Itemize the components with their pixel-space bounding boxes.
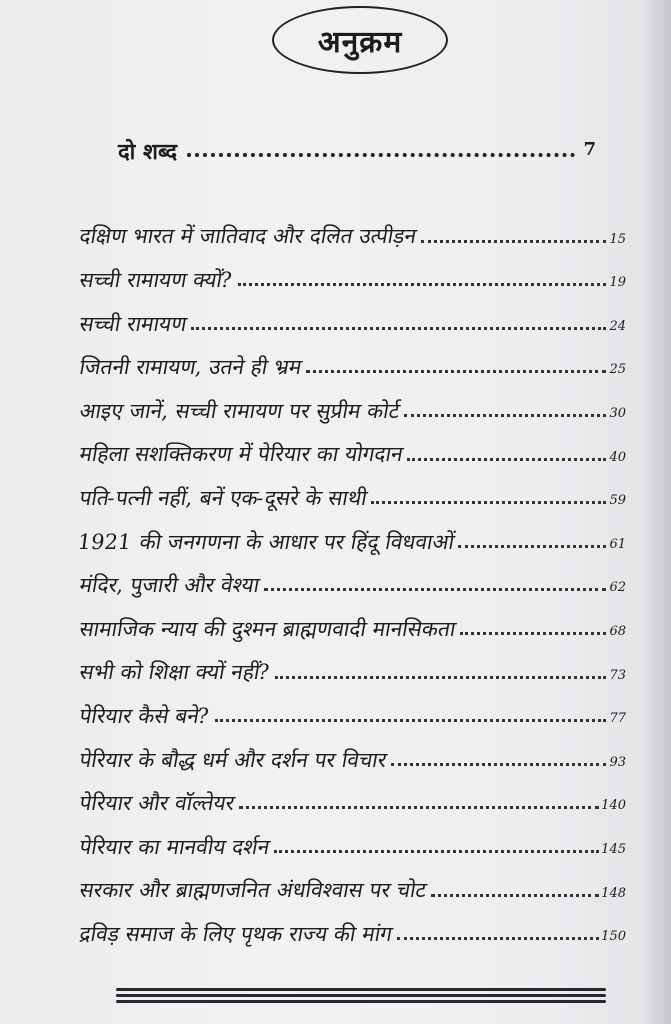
toc-entry-label: पेरियार के बौद्ध धर्म और दर्शन पर विचार: [77, 747, 386, 772]
preface-entry: [118, 130, 596, 166]
preface-label: दो शब्द: [118, 139, 178, 165]
dot-leader: [460, 632, 606, 635]
toc-entry: [78, 337, 626, 381]
toc-list: [78, 206, 626, 947]
dot-leader: [458, 545, 606, 548]
toc-entry-page: 24: [609, 318, 626, 334]
toc-entry-page: 150: [601, 929, 626, 945]
toc-entry-label: महिला सशक्तिकरण में पेरियार का योगदान: [77, 442, 403, 467]
toc-entry-page: 148: [601, 885, 626, 901]
dot-leader: [274, 850, 599, 853]
toc-entry-label: सामाजिक न्याय की दुश्मन ब्राह्मणवादी मानसिकता: [77, 616, 455, 641]
toc-entry: [78, 773, 626, 817]
bottom-double-rule: [116, 988, 606, 1006]
toc-entry: [78, 424, 626, 468]
toc-entry-label: पति-पत्नी नहीं, बनें एक-दूसरे के साथी: [77, 485, 367, 510]
toc-entry: [78, 816, 626, 860]
toc-entry-page: 15: [609, 231, 626, 247]
toc-entry-label: पेरियार का मानवीय दर्शन: [77, 834, 269, 859]
rule-line: [116, 994, 606, 997]
toc-entry-page: 59: [609, 493, 626, 509]
toc-entry: [78, 729, 626, 773]
dot-leader: [239, 806, 599, 809]
page-title: अनुक्रम: [317, 24, 403, 60]
dot-leader: [264, 588, 606, 591]
toc-entry-label: 1921 की जनगणना के आधार पर हिंदू विधवाओं: [77, 529, 454, 554]
toc-entry-page: 68: [609, 623, 626, 639]
toc-entry-page: 25: [609, 362, 626, 378]
rule-line: [116, 1000, 606, 1003]
toc-entry-label: द्रविड़ समाज के लिए पृथक राज्य की मांग: [77, 921, 392, 946]
toc-entry-label: जितनी रामायण, उतने ही भ्रम: [77, 355, 301, 380]
toc-entry: [78, 555, 626, 599]
toc-entry-label: सच्ची रामायण क्यों?: [77, 268, 233, 292]
toc-entry-label: आइए जानें, सच्ची रामायण पर सुप्रीम कोर्ट: [77, 398, 399, 423]
title-oval: [272, 6, 448, 74]
toc-entry-page: 73: [609, 667, 626, 683]
toc-entry: [78, 380, 626, 424]
toc-entry-page: 30: [609, 405, 626, 421]
toc-entry: [78, 686, 626, 730]
dot-leader: [421, 240, 606, 243]
preface-page-number: 7: [583, 139, 596, 160]
toc-entry-page: 19: [609, 275, 626, 291]
rule-line: [116, 988, 606, 991]
toc-entry: [78, 206, 626, 250]
dot-leader: [371, 501, 606, 504]
toc-entry-page: 61: [609, 536, 626, 552]
toc-entry: [78, 904, 626, 948]
toc-entry-page: 145: [601, 841, 626, 857]
toc-entry-label: मंदिर, पुजारी और वेश्या: [77, 573, 259, 598]
toc-entry-page: 40: [609, 449, 626, 465]
page-fold-shadow: [643, 0, 671, 1024]
toc-entry-label: सभी को शिक्षा क्यों नहीं?: [77, 660, 271, 685]
dot-leader: [306, 370, 606, 373]
dot-leader: [187, 153, 575, 157]
dot-leader: [431, 894, 600, 897]
toc-entry: [78, 598, 626, 642]
dot-leader: [191, 327, 606, 330]
toc-entry: [78, 642, 626, 686]
dot-leader: [407, 458, 606, 461]
dot-leader: [238, 283, 606, 286]
toc-entry-label: पेरियार और वॉल्तेयर: [77, 791, 234, 816]
toc-entry-page: 93: [609, 754, 626, 770]
dot-leader: [215, 719, 606, 722]
toc-entry-label: सच्ची रामायण: [77, 311, 186, 336]
toc-entry: [78, 250, 626, 294]
toc-entry-page: 62: [609, 580, 626, 596]
dot-leader: [391, 763, 606, 766]
toc-entry: [78, 293, 626, 337]
toc-entry: [78, 468, 626, 512]
dot-leader: [404, 414, 606, 417]
toc-entry: [78, 511, 626, 555]
toc-entry-label: सरकार और ब्राह्मणजनित अंधविश्वास पर चोट: [77, 878, 426, 903]
toc-entry-page: 77: [609, 711, 626, 727]
toc-entry-label: पेरियार कैसे बने?: [77, 703, 210, 728]
dot-leader: [275, 676, 606, 679]
dot-leader: [397, 937, 600, 940]
toc-entry: [78, 860, 626, 904]
toc-entry-label: दक्षिण भारत में जातिवाद और दलित उत्पीड़न: [77, 224, 416, 249]
toc-entry-page: 140: [601, 798, 626, 814]
